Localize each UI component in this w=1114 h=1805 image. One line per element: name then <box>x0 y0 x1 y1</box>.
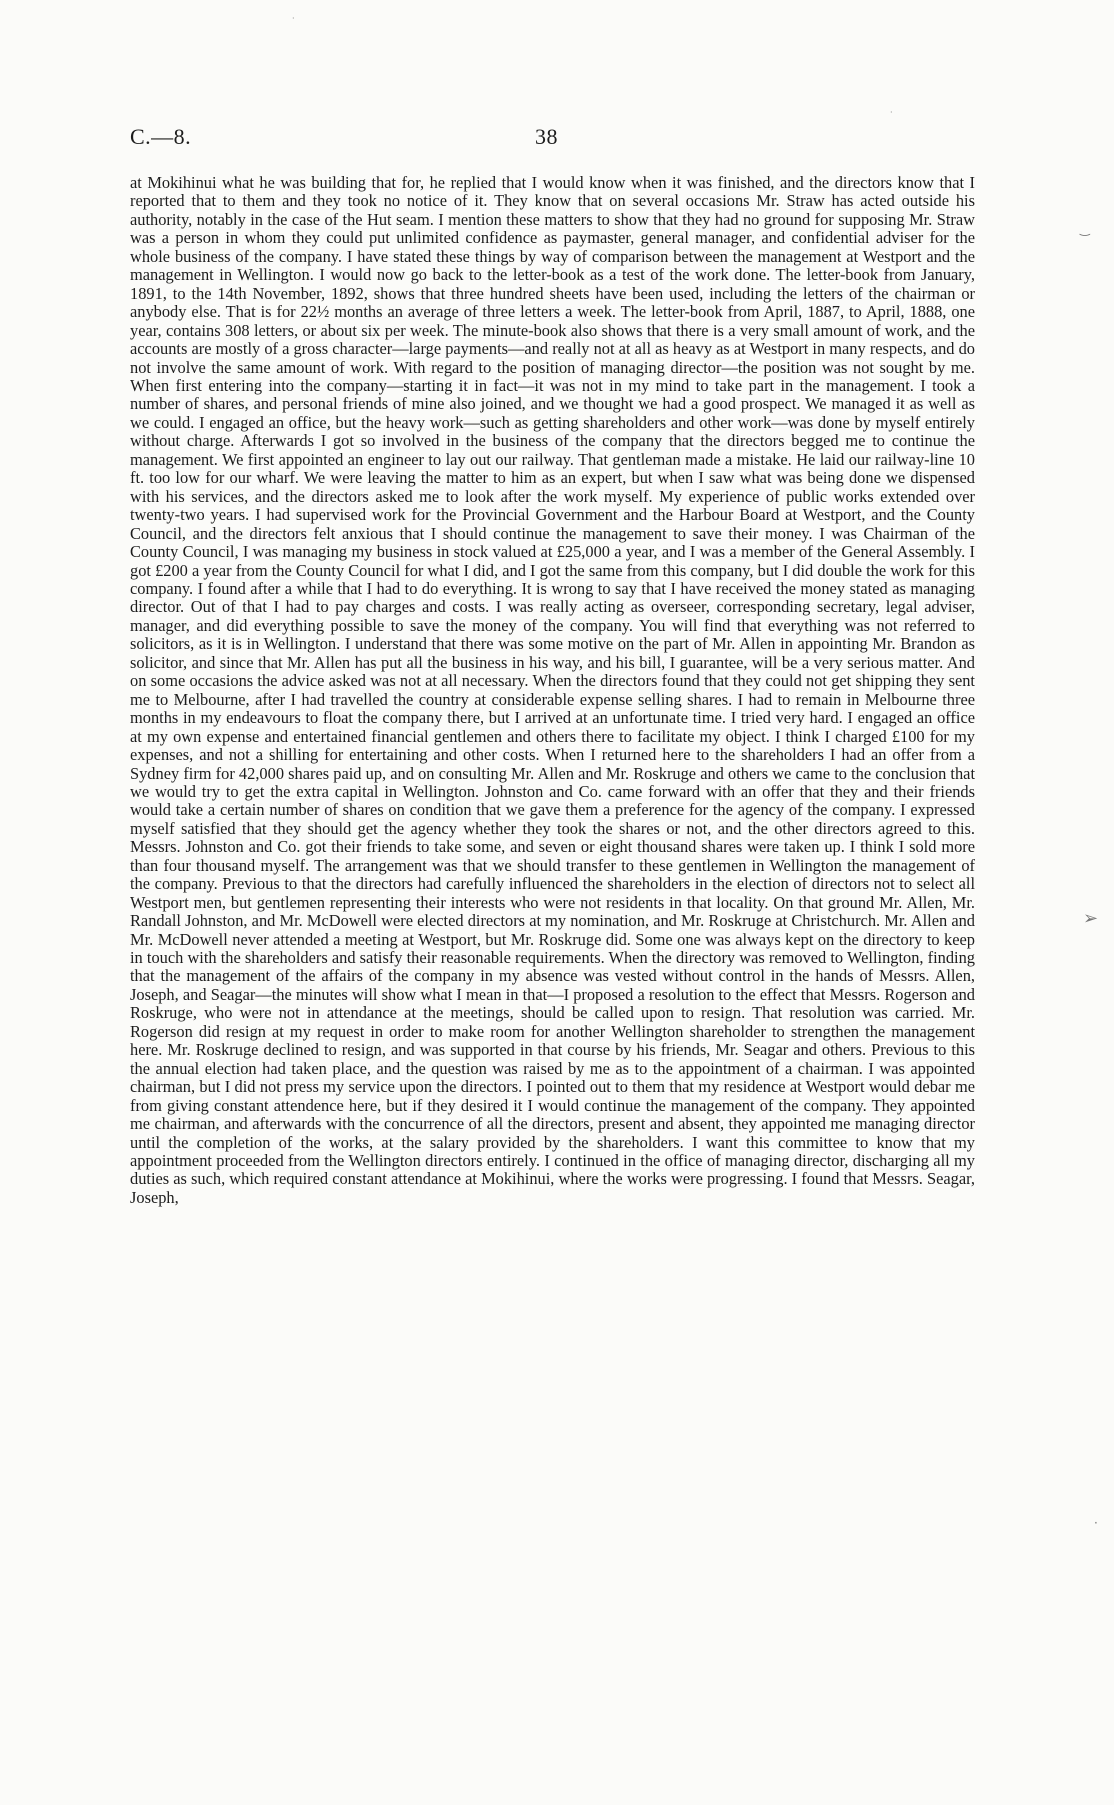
body-paragraph: at Mokihinui what he was building that for, he replied that I would know when it was finished, and the directors know that I reported that to them and they took no notice of it. They know that on several occasions Mr. Straw has acted outside his authority, notably in the case of the Hut seam. I mention these matters to show that they had no ground for supposing Mr. Straw was a person in whom they could put unlimited confidence as paymaster, general manager, and confidential adviser for the whole business of the company. I have stated these things by way of comparison between the management at Westport and the management in Wellington. I would now go back to the letter-book as a test of the work done. The letter-book from January, 1891, to the 14th November, 1892, shows that three hundred sheets have been used, including the letters of the chairman or anybody else. That is for 22½ months an average of three letters a week. The letter-book from April, 1887, to April, 1888, one year, contains 308 letters, or about six per week. The minute-book also shows that there is a very small amount of work, and the accounts are mostly of a gross character—large payments—and really not at all as heavy as at Westport in many respects, and do not involve the same amount of work. With regard to the position of managing director—the position was not sought by me. When first entering into the company—starting it in fact—it was not in my mind to take part in the management. I took a number of shares, and personal friends of mine also joined, and we thought we had a good prospect. We managed it as well as we could. I engaged an office, but the heavy work—such as getting shareholders and other work—was done by myself entirely without charge. Afterwards I got so involved in the business of the company that the directors begged me to continue the management. We first appointed an engineer to lay out our railway. That gentleman made a mistake. He laid our railway-line 10 ft. too low for our wharf. We were leaving the matter to him as an expert, but when I saw what was being done we dispensed with his services, and the directors asked me to look after the work myself. My experience of public works extended over twenty-two years. I had supervised work for the Provincial Government and the Harbour Board at Westport, and the County Council, and the directors felt anxious that I should continue the management to save their money. I was Chairman of the County Council, I was managing my business in stock valued at £25,000 a year, and I was a member of the General Assembly. I got £200 a year from the County Council for what I did, and I got the same from this company, but I did double the work for this company. I found after a while that I had to do everything. It is wrong to say that I have received the money stated as managing director. Out of that I had to pay charges and costs. I was really acting as overseer, corresponding secretary, legal adviser, manager, and did everything possible to save the money of the company. You will find that everything was not referred to solicitors, as it is in Wellington. I understand that there was some motive on the part of Mr. Allen in appointing Mr. Brandon as solicitor, and since that Mr. Allen has put all the business in his way, and his bill, I guarantee, will be a very serious matter. And on some occasions the advice asked was not at all necessary. When the directors found that they could not get shipping they sent me to Melbourne, after I had travelled the country at considerable expense selling shares. I had to remain in Melbourne three months in my endeavours to float the company there, but I arrived at an unfortunate time. I tried very hard. I engaged an office at my own expense and entertained financial gentlemen and others there to facilitate my object. I think I charged £100 for my expenses, and not a shilling for entertaining and other costs. When I returned here to the shareholders I had an offer from a Sydney firm for 42,000 shares paid up, and on consulting Mr. Allen and Mr. Roskruge and others we came to the conclusion that we would try to get the extra capital in Wellington. Johnston and Co. came forward with an offer that they and their friends would take a certain number of shares on condition that we gave them a preference for the agency of the company. I expressed myself satisfied that they should get the agency whether they took the shares or not, and the other directors agreed to this. Messrs. Johnston and Co. got their friends to take some, and seven or eight thousand shares were taken up. I think I sold more than four thousand myself. The arrangement was that we should transfer to these gentlemen in Wellington the management of the company. Previous to that the directors had carefully influenced the shareholders in the election of directors not to select all Westport men, but gentlemen representing their interests who were not residents in that locality. On that ground Mr. Allen, Mr. Randall Johnston, and Mr. McDowell were elected directors at my nomination, and Mr. Roskruge at Christchurch. Mr. Allen and Mr. McDowell never attended a meeting at Westport, but Mr. Roskruge did. Some one was always kept on the directory to keep in touch with the shareholders and satisfy their reasonable requirements. When the directory was removed to Wellington, finding that the management of the affairs of the company in my absence was vested without control in the hands of Messrs. Allen, Joseph, and Seagar—the minutes will show what I mean in that—I proposed a resolution to the effect that Messrs. Rogerson and Roskruge, who were not in attendance at the meetings, should be called upon to resign. That resolution was carried. Mr. Rogerson did resign at my request in order to make room for another Wellington shareholder to strengthen the management here. Mr. Roskruge declined to resign, and was supported in that course by his friends, Mr. Seagar and others. Previous to this the annual election had taken place, and the question was raised by me as to the appointment of a chairman. I was appointed chairman, but I did not press my service upon the directors. I pointed out to them that my residence at Westport would debar me from giving constant attendence here, but if they desired it I would continue the management of the company. They appointed me chairman, and afterwards with the concurrence of all the directors, present and absent, they appointed me managing director until the completion of the works, at the salary provided by the shareholders. I want this committee to know that my appointment proceeded from the Wellington directors entirely. I continued in the office of managing director, discharging all my duties as such, which required constant attendance at Mokihinui, where the works were progressing. I found that Messrs. Seagar, Joseph, <box>130 173 975 1207</box>
page-header <box>130 124 964 154</box>
margin-mark-arrow: ➢ <box>1083 908 1099 929</box>
page-number: 38 <box>535 124 558 149</box>
speck-mark: · <box>890 108 893 117</box>
margin-mark-dash: ‿ <box>1080 222 1090 236</box>
document-code: C.—8. <box>130 124 192 149</box>
margin-mark-dot: · <box>1094 1516 1098 1530</box>
body-text <box>130 174 975 1207</box>
speck-mark-top: · <box>292 14 295 23</box>
